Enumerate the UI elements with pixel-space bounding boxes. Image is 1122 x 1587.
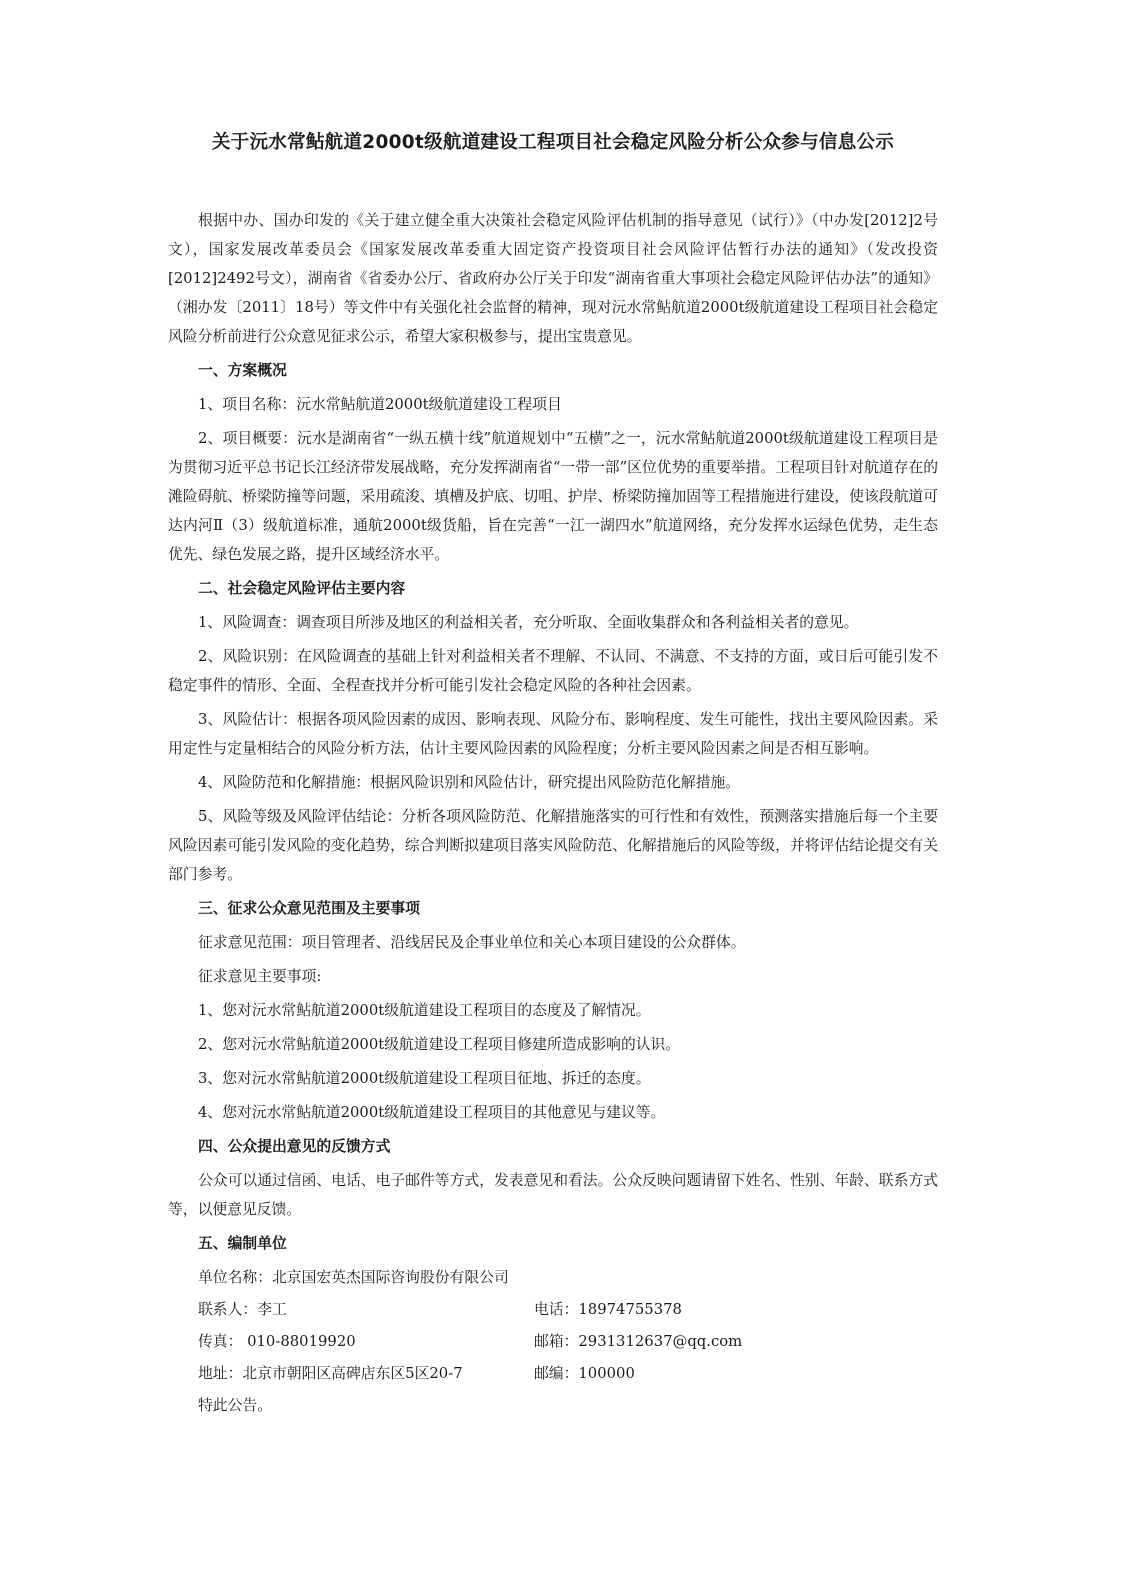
contact-phone: 电话：18974755378 xyxy=(534,1301,682,1318)
contact-row-person xyxy=(168,1295,938,1324)
risk-item-mitigation: 4、风险防范和化解措施：根据风险识别和风险估计，研究提出风险防范化解措施。 xyxy=(198,774,741,791)
consultation-scope: 征求意见范围：项目管理者、沿线居民及企事业单位和关心本项目建设的公众群体。 xyxy=(198,934,746,951)
intro-paragraph: 根据中办、国办印发的《关于建立健全重大决策社会稳定风险评估机制的指导意见（试行）》（中办发[2012]2号文），国家发展改革委员会《国家发展改革委重大固定资产投资项目社会风险评估暂行办法的通知》（发改投资[2012]2492号文），湖南省《省委办公厅、省政府办公厅关于印发“湖南省重大事项社会稳定风险评估办法”的通知》（湘办发〔2011〕18号）等文件中有关强化社会监督的精神，现对沅水常鲇航道2000t级航道建设工程项目社会稳定风险分析前进行公众意见征求公示，希望大家积极参与，提出宝贵意见。 xyxy=(168,212,938,345)
overview-item-name: 1、项目名称：沅水常鲇航道2000t级航道建设工程项目 xyxy=(198,396,562,413)
risk-item-conclusion: 5、风险等级及风险评估结论：分析各项风险防范、化解措施落实的可行性和有效性，预测落实措施后每一个主要风险因素可能引发风险的变化趋势，综合判断拟建项目落实风险防范、化解措施后的风险等级，并将评估结论提交有关部门参考。 xyxy=(168,808,938,883)
document-title: 关于沅水常鲇航道2000t级航道建设工程项目社会稳定风险分析公众参与信息公示 xyxy=(211,132,895,153)
section-heading-consultation: 三、征求公众意见范围及主要事项 xyxy=(198,900,420,917)
closing-text: 特此公告。 xyxy=(198,1397,272,1414)
section-heading-overview: 一、方案概况 xyxy=(198,362,287,379)
section-heading-organization: 五、编制单位 xyxy=(198,1235,287,1252)
risk-item-estimation: 3、风险估计：根据各项风险因素的成因、影响表现、风险分布、影响程度、发生可能性，找出主要风险因素。采用定性与定量相结合的风险分析方法，估计主要风险因素的风险程度；分析主要风险因素之间是否相互影响。 xyxy=(168,711,938,757)
consultation-item-land: 3、您对沅水常鲇航道2000t级航道建设工程项目征地、拆迁的态度。 xyxy=(198,1070,651,1087)
risk-item-identification: 2、风险识别：在风险调查的基础上针对利益相关者不理解、不认同、不满意、不支持的方面，或日后可能引发不稳定事件的情形、全面、全程查找并分析可能引发社会稳定风险的各种社会因素。 xyxy=(168,648,938,694)
contact-address: 地址：北京市朝阳区高碑店东区5区20-7 xyxy=(198,1365,463,1382)
contact-fax: 传真： 010-88019920 xyxy=(198,1333,356,1350)
consultation-item-impact: 2、您对沅水常鲇航道2000t级航道建设工程项目修建所造成影响的认识。 xyxy=(198,1036,681,1053)
section-heading-feedback: 四、公众提出意见的反馈方式 xyxy=(198,1138,391,1155)
feedback-text: 公众可以通过信函、电话、电子邮件等方式，发表意见和看法。公众反映问题请留下姓名、性别、年龄、联系方式等，以便意见反馈。 xyxy=(168,1172,938,1218)
contact-row-address xyxy=(168,1359,938,1388)
contact-person: 联系人：李工 xyxy=(198,1301,287,1318)
contact-postcode: 邮编：100000 xyxy=(534,1365,635,1382)
contact-email: 邮箱：2931312637@qq.com xyxy=(534,1333,743,1350)
organization-name: 单位名称：北京国宏英杰国际咨询股份有限公司 xyxy=(198,1269,509,1286)
consultation-matters-label: 征求意见主要事项: xyxy=(198,968,322,985)
overview-item-summary: 2、项目概要：沅水是湖南省“一纵五横十线”航道规划中“五横”之一，沅水常鲇航道2000t级航道建设工程项目是为贯彻习近平总书记长江经济带发展战略，充分发挥湖南省“一带一部”区位优势的重要举措。工程项目针对航道存在的滩险碍航、桥梁防撞等问题，采用疏浚、填槽及护底、切咀、护岸、桥梁防撞加固等工程措施进行建设，使该段航道可达内河Ⅱ（3）级航道标准，通航2000t级货船，旨在完善“一江一湖四水”航道网络，充分发挥水运绿色优势，走生态优先、绿色发展之路，提升区域经济水平。 xyxy=(168,430,938,563)
consultation-item-other: 4、您对沅水常鲇航道2000t级航道建设工程项目的其他意见与建议等。 xyxy=(198,1104,666,1121)
document-page xyxy=(168,128,938,1423)
risk-item-survey: 1、风险调查：调查项目所涉及地区的利益相关者，充分听取、全面收集群众和各利益相关者的意见。 xyxy=(198,614,859,631)
section-heading-risk-content: 二、社会稳定风险评估主要内容 xyxy=(198,580,406,597)
contact-row-fax xyxy=(168,1327,938,1356)
consultation-item-attitude: 1、您对沅水常鲇航道2000t级航道建设工程项目的态度及了解情况。 xyxy=(198,1002,651,1019)
